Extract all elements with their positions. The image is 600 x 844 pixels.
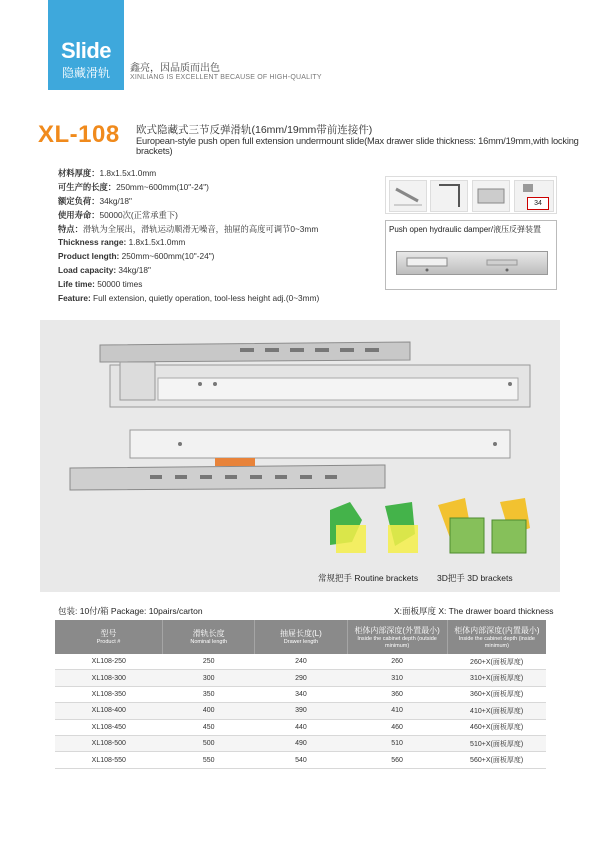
routine-brackets-caption: 常规把手 Routine brackets [318,573,419,583]
header-nominal-length: 滑轨长度 Nominal length [163,620,255,654]
damper-rail-image [396,251,548,275]
model-number: XL-108 [38,121,120,148]
title-cn: 欧式隐藏式三节反弹滑轨(16mm/19mm带前连接件) [136,124,373,136]
packing-info: 包装: 10付/箱 Package: 10pairs/carton [58,606,203,616]
spec-line: 可生产的长度：250mm~600mm(10"-24") [58,182,209,192]
header-depth-outside: 柜体内部深度(外置最小) Inside the cabinet depth (outside minimum) [347,620,447,654]
damper-label: Push open hydraulic damper/液压反弹装置 [389,225,542,234]
header-drawer-length: 抽屉长度(L) Drawer length [255,620,347,654]
brand-logo [48,0,124,90]
title-en: European-style push open full extension undermount slide(Max drawer slide thickness: 16mm/19mm,with locking brackets) [136,136,579,156]
table-row: XL108-250 250 240 260 260+X(面板厚度) [55,654,546,670]
spec-line: Product length: 250mm~600mm(10"-24") [58,251,215,261]
product-photo [40,320,560,592]
feature-icons [385,176,557,214]
header-product: 型号 Product # [55,620,163,654]
table-row: XL108-500 500 490 510 510+X(面板厚度) [55,735,546,751]
table-header-row [55,620,546,654]
spec-line: 特点：滑轨为全展出，滑轨运动顺滑无噪音，抽屉的高度可调节0~3mm [58,224,319,234]
spec-line: Thickness range: 1.8x1.5x1.0mm [58,237,186,247]
spec-line: 使用寿命：50000次(正常承重下) [58,210,178,220]
logo-subtitle: 隐藏滑轨 [61,66,110,80]
spec-line: 材料厚度：1.8x1.5x1.0mm [58,168,157,178]
table-row: XL108-550 550 540 560 560+X(面板厚度) [55,752,546,768]
load-weight-icon [514,180,554,212]
tagline-cn: 鑫亮，因品质而出色 [130,63,220,74]
specs-en [58,235,319,305]
spec-line: Feature: Full extension, quietly operation, tool-less height adj.(0~3mm) [58,293,320,303]
x-note: X:面板厚度 X: The drawer board thickness [394,606,554,616]
header-depth-inside: 柜体内部深度(内置最小) Inside the cabinet depth (inside minimum) [447,620,546,654]
spec-line: Life time: 50000 times [58,279,143,289]
3d-bracket-image [438,498,530,553]
specs-cn [58,166,318,236]
table-row: XL108-450 450 440 460 460+X(面板厚度) [55,719,546,735]
damper-box [385,220,557,290]
spec-table [55,620,546,769]
table-row: XL108-300 300 290 310 310+X(面板厚度) [55,670,546,686]
drawer-box-icon [472,180,510,212]
routine-bracket-image [330,502,418,553]
drawer-profile-icon [430,180,468,212]
table-row: XL108-400 400 390 410 410+X(面板厚度) [55,703,546,719]
logo-word: Slide [60,38,112,63]
3d-brackets-caption: 3D把手 3D brackets [437,573,513,583]
spec-line: Load capacity: 34kg/18" [58,265,151,275]
measure-pencil-icon [389,180,427,212]
spec-line: 额定负荷：34kg/18" [58,196,132,206]
table-row: XL108-350 350 340 360 360+X(面板厚度) [55,686,546,702]
thickness-badge: 34 [527,197,549,210]
tagline-en: XINLIANG IS EXCELLENT BECAUSE OF HIGH-QUALITY [130,74,322,81]
